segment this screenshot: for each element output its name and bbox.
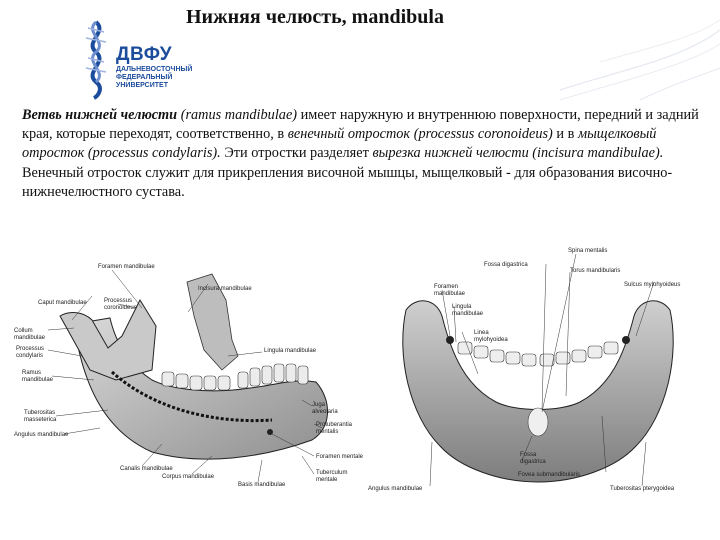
label-foramen-mandibulae-right: Foramen mandibulae (434, 284, 466, 297)
label-collum-mandibulae: Collum mandibulae (14, 328, 46, 341)
label-angulus-mandibulae-right: Angulus mandibulae (368, 486, 423, 492)
label-protuberantia-mentalis: Protuberantia mentalis (316, 422, 353, 435)
mandible-lateral-drawing (12, 260, 368, 492)
label-processus-coronoideus: Processus coronoideus (104, 298, 137, 311)
latin-ramus: (ramus mandibulae) (180, 107, 298, 123)
label-tuberositas-pterygoidea: Tuberositas pterygoidea (610, 486, 675, 492)
term-ramus: Ветвь нижней челюсти (22, 107, 178, 123)
dna-helix-icon (76, 18, 116, 100)
label-fossa-digastrica: Fossa digastrica (520, 452, 546, 465)
label-foramen-mandibulae: Foramen mandibulae (98, 264, 155, 270)
term-incisura: вырезка нижней челюсти (incisura mandibulae). (372, 145, 664, 162)
label-corpus-mandibulae: Corpus mandibulae (162, 474, 215, 480)
label-angulus-mandibulae: Angulus mandibulae (14, 432, 69, 438)
label-caput-mandibulae: Caput mandibulae (38, 300, 87, 306)
label-processus-condylaris: Processus condylaris (16, 346, 45, 359)
label-lingula-mandibulae-right: Lingula mandibulae (452, 304, 484, 317)
label-foramen-mentale: Foramen mentale (316, 454, 364, 460)
label-fossa-digastrica-top: Fossa digastrica (484, 262, 528, 268)
logo-subtitle: ДАЛЬНЕВОСТОЧНЫЙ ФЕДЕРАЛЬНЫЙ УНИВЕРСИТЕТ (116, 66, 193, 89)
university-logo (76, 18, 196, 100)
term-condylar: мыщелковый отросток (processus condylaris). (22, 126, 657, 162)
label-basis-mandibulae: Basis mandibulae (238, 482, 286, 488)
logo-name: ДВФУ (116, 44, 173, 65)
mandible-internal-view (366, 246, 710, 496)
label-lingula-mandibulae: Lingula mandibulae (264, 348, 317, 354)
label-linea-mylohyoidea: Linea mylohyoidea (474, 330, 508, 343)
label-spina-mentalis: Spina mentalis (568, 248, 608, 254)
label-fovea-submandibularis: Fovea submandibularis (518, 472, 581, 478)
description-paragraph: Ветвь нижней челюсти (ramus mandibulae) имеет наружную и внутреннюю поверхности, передний и задний края, которые переходят, соответственно, в венечный отросток (processus coronoideus) и в мыщелковый отросток (processus condylaris). Эти отростки разделяет вырезка нижней челюсти (incisura mandibulae). Венечный отросток служит для прикрепления височной мышцы, мыщелковый - для образования височно-нижнечелюстного сустава. (22, 107, 699, 200)
term-coronoid: венечный отросток (processus coronoideus) (287, 126, 553, 143)
label-canalis-mandibulae: Canalis mandibulae (120, 466, 173, 472)
label-torus-mandibularis: Torus mandibularis (570, 268, 621, 274)
mandible-lateral-view (12, 260, 368, 492)
label-incisura-mandibulae: Incisura mandibulae (198, 286, 252, 292)
label-tuberositas-masseterica: Tuberositas masseterica (24, 410, 57, 423)
label-tuberculum-mentale: Tuberculum mentale (316, 470, 348, 483)
label-sulcus-mylohyoideus: Sulcus mylohyoideus (624, 282, 681, 288)
label-ramus-mandibulae: Ramus mandibulae (22, 370, 54, 383)
label-juga-alveolaria: Juga alveolaria (312, 402, 338, 415)
page-title: Нижняя челюсть, mandibula (186, 6, 444, 28)
